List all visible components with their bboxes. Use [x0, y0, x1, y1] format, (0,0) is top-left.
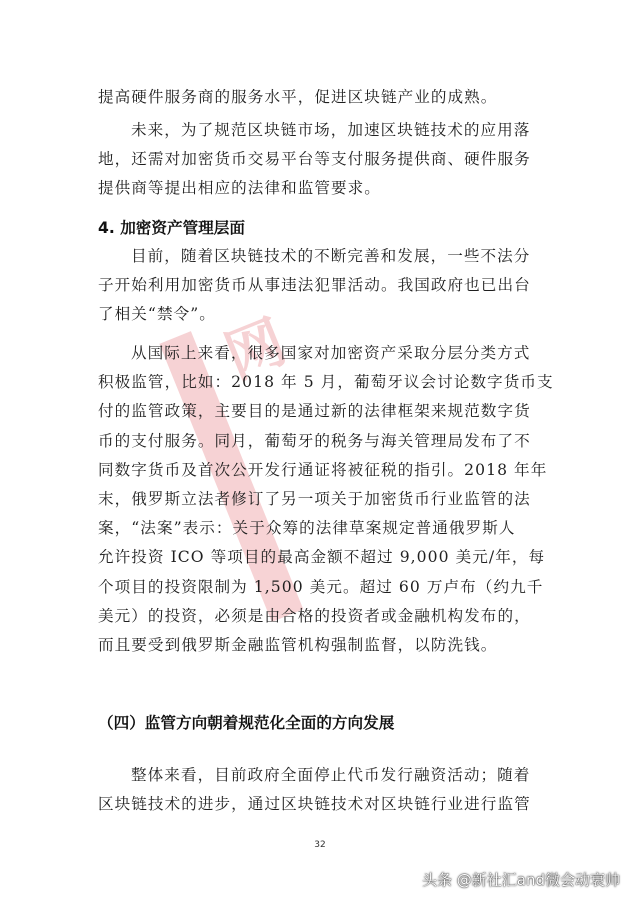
text-line: 整体来看，目前政府全面停止代币发行融资活动；随着: [131, 766, 531, 784]
text-line: 提供商等提出相应的法律和监管要求。: [98, 179, 381, 198]
text-line: 案，“法案”表示：关于众筹的法律草案规定普通俄罗斯人: [98, 519, 516, 538]
text-line: 子开始利用加密货币从事违法犯罪活动。我国政府也已出台: [98, 276, 531, 295]
text-line: 了相关“禁令”。: [98, 305, 216, 324]
text-line: 区块链技术的进步，通过区块链技术对区块链行业进行监管: [98, 795, 531, 814]
paragraph-overall: [98, 761, 546, 819]
text-line: 提高硬件服务商的服务水平，促进区块链产业的成熟。: [98, 88, 498, 106]
text-line: 从国际上来看，很多国家对加密资产采取分层分类方式: [131, 344, 531, 362]
text-line: 同数字货币及首次公开发行通证将被征税的指引。2018 年年: [98, 460, 548, 479]
text-line: 而且要受到俄罗斯金融监管机构强制监督，以防洗钱。: [98, 635, 498, 654]
paragraph-future: [98, 116, 546, 204]
text-line: 未来，为了规范区块链市场，加速区块链技术的应用落: [131, 121, 531, 139]
page-number: 32: [314, 840, 326, 850]
text-line: 个项目的投资限制为 1,500 美元。超过 60 万卢布（约九千: [98, 577, 544, 596]
intro-line: [98, 83, 546, 112]
text-line: 币的支付服务。同月，葡萄牙的税务与海关管理局发布了不: [98, 431, 531, 450]
text-line: 积极监管，比如：2018 年 5 月，葡萄牙议会讨论数字货币支: [98, 373, 554, 392]
text-line: 允许投资 ICO 等项目的最高金额不超过 9,000 美元/年，每: [98, 548, 546, 567]
heading-crypto-asset-management: 4. 加密资产管理层面: [98, 219, 245, 237]
source-credit: 头条 @新社汇and微会动衰帅: [422, 871, 620, 889]
text-line: 末，俄罗斯立法者修订了另一项关于加密货币行业监管的法: [98, 489, 531, 508]
heading-section-four: （四）监管方向朝着规范化全面的方向发展: [98, 714, 395, 732]
text-line: 目前，随着区块链技术的不断完善和发展，一些不法分: [131, 247, 531, 265]
text-line: 美元）的投资，必须是由合格的投资者或金融机构发布的，: [98, 606, 531, 625]
text-line: 付的监管政策，主要目的是通过新的法律框架来规范数字货: [98, 402, 531, 421]
paragraph-international: [98, 339, 554, 660]
text-line: 地，还需对加密货币交易平台等支付服务提供商、硬件服务: [98, 150, 531, 169]
paragraph-current: [98, 242, 546, 330]
watermark-logo-text: 网: [207, 309, 295, 395]
